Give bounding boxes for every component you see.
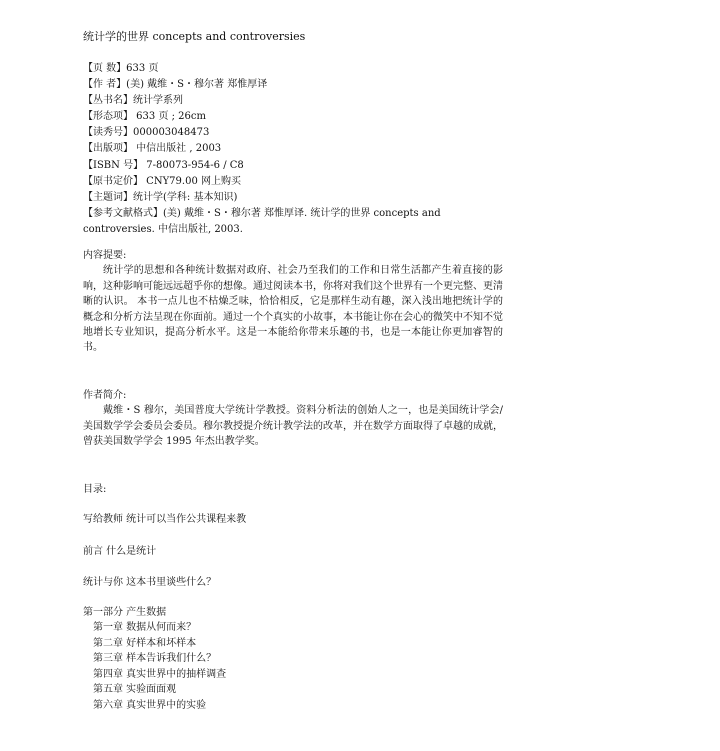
toc-chapter-list	[93, 620, 226, 714]
author-heading: 作者简介:	[83, 390, 127, 401]
toc-chapter: 第二章 好样本和坏样本	[93, 637, 197, 649]
meta-format: 【形态项】 633 页 ; 26cm	[83, 111, 206, 123]
toc-part: 第一部分 产生数据	[83, 607, 167, 618]
meta-author: 【作 者】(美) 戴维・S・穆尔著 郑惟厚译	[83, 79, 268, 91]
author-body: 戴维・S 穆尔，美国普度大学统计学教授。资料分析法的创始人之一，也是美国统计学会/美国数学学会委员会委员。穆尔教授提介统计教学法的改革，并在数学方面取得了卓越的成就，曾获美国数学学会 1995 年杰出教学奖。	[83, 405, 503, 448]
toc-item: 前言 什么是统计	[83, 546, 157, 557]
metadata-block	[83, 61, 513, 238]
meta-series: 【丛书名】统计学系列	[83, 95, 183, 107]
toc-chapter: 第四章 真实世界中的抽样调查	[93, 668, 227, 680]
meta-citation: 【参考文献格式】(美) 戴维・S・穆尔著 郑惟厚译. 统计学的世界 concepts and controversies. 中信出版社, 2003.	[83, 207, 441, 235]
summary-section	[83, 248, 503, 356]
toc-chapter: 第六章 真实世界中的实验	[93, 699, 207, 711]
meta-pages: 【页 数】633 页	[83, 63, 159, 74]
toc-chapter: 第五章 实验面面观	[93, 684, 177, 696]
summary-body: 统计学的思想和各种统计数据对政府、社会乃至我们的工作和日常生活都产生着直接的影响，这种影响可能远远超乎你的想像。通过阅读本书，你将对我们这个世界有一个更完整、更清晰的认识。 本书一点儿也不枯燥乏味，恰恰相反，它是那样生动有趣，深入浅出地把统计学的概念和分析方法呈现在你面前。通过一个个真实的小故事，本书能让你在会心的微笑中不知不觉地增长专业知识，提高分析水平。这是一本能给你带来乐趣的书，也是一本能让你更加睿智的书。	[83, 265, 503, 354]
author-section	[83, 388, 503, 450]
book-title: 统计学的世界 concepts and controversies	[83, 30, 306, 43]
toc-chapter: 第一章 数据从何而来？	[93, 622, 197, 633]
toc-item: 写给教师 统计可以当作公共课程来教	[83, 514, 247, 525]
meta-isbn: 【ISBN 号】 7-80073-954-6 / C8	[83, 159, 244, 171]
toc-heading: 目录:	[83, 484, 107, 495]
toc-item: 统计与你 这本书里谈些什么？	[83, 577, 217, 588]
meta-publisher: 【出版项】 中信出版社 , 2003	[83, 143, 222, 155]
meta-price: 【原书定价】 CNY79.00 网上购买	[83, 175, 241, 187]
toc-chapter: 第三章 样本告诉我们什么？	[93, 653, 217, 665]
meta-subject: 【主题词】统计学(学科: 基本知识)	[83, 191, 238, 203]
summary-heading: 内容提要:	[83, 250, 127, 261]
meta-duxiu-id: 【读秀号】000003048473	[83, 127, 210, 139]
